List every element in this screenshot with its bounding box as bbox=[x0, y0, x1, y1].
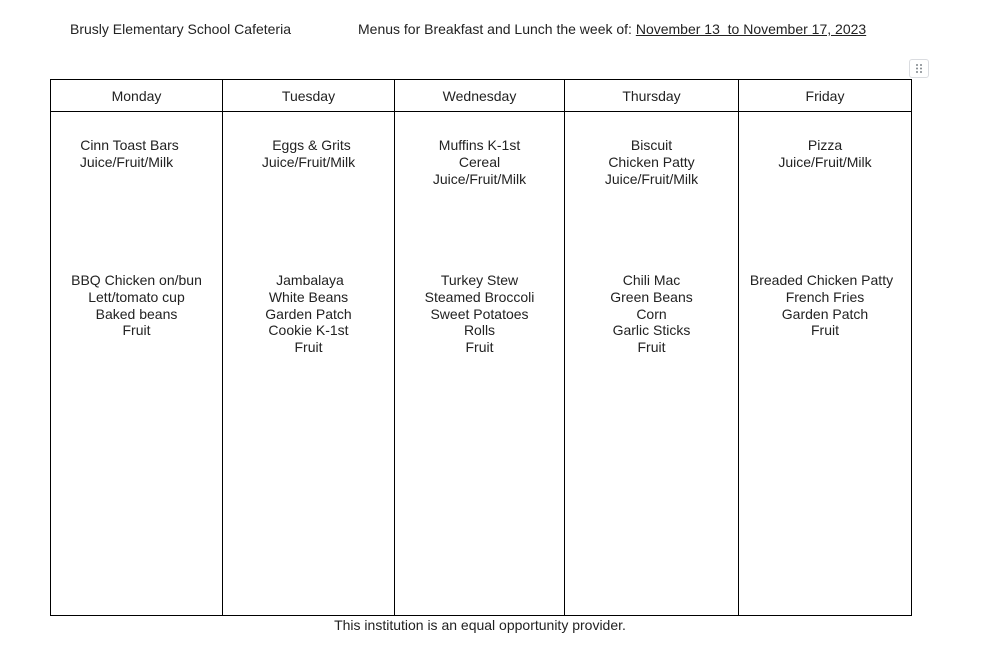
lunch-list bbox=[51, 272, 222, 339]
lunch-item: BBQ Chicken on/bun bbox=[71, 272, 202, 288]
lunch-item: Fruit bbox=[294, 339, 323, 356]
day-header-monday: Monday bbox=[51, 80, 223, 112]
breakfast-list bbox=[223, 137, 394, 171]
breakfast-item: Juice/Fruit/Milk bbox=[261, 153, 356, 170]
lunch-item: Steamed Broccoli bbox=[424, 288, 535, 305]
lunch-item: Rolls bbox=[463, 322, 496, 339]
breakfast-item: Juice/Fruit/Milk bbox=[432, 170, 527, 187]
lunch-item: Cookie K-1st bbox=[268, 322, 349, 339]
breakfast-item: Juice/Fruit/Milk bbox=[79, 153, 174, 170]
breakfast-list bbox=[565, 137, 738, 187]
breakfast-item: Juice/Fruit/Milk bbox=[604, 170, 699, 187]
lunch-item: Turkey Stew bbox=[440, 272, 519, 288]
menu-week-dates: November 13 to November 17, 2023 bbox=[635, 21, 867, 37]
day-header-thursday: Thursday bbox=[565, 80, 739, 112]
breakfast-list bbox=[395, 137, 564, 187]
menu-cell-monday bbox=[51, 112, 223, 616]
menu-cell-thursday bbox=[565, 112, 739, 616]
lunch-item: White Beans bbox=[268, 288, 349, 305]
lunch-item: Fruit bbox=[811, 322, 839, 339]
menu-cell-tuesday bbox=[223, 112, 395, 616]
menu-week-prefix: Menus for Breakfast and Lunch the week of: bbox=[358, 21, 636, 37]
breakfast-item: Chicken Patty bbox=[608, 153, 695, 170]
table-drag-handle[interactable] bbox=[909, 59, 929, 78]
lunch-list bbox=[739, 272, 911, 339]
breakfast-item: Cinn Toast Bars bbox=[80, 137, 179, 153]
lunch-item: Jambalaya bbox=[276, 272, 344, 288]
drag-handle-icon bbox=[915, 63, 923, 74]
lunch-list bbox=[223, 272, 394, 356]
lunch-item: Fruit bbox=[465, 339, 494, 356]
day-header-row bbox=[51, 80, 912, 112]
breakfast-item: Eggs & Grits bbox=[272, 137, 351, 153]
lunch-item: Green Beans bbox=[610, 288, 693, 305]
lunch-item: Lett/tomato cup bbox=[88, 288, 185, 305]
lunch-item: Baked beans bbox=[95, 305, 178, 322]
lunch-item: Corn bbox=[636, 305, 667, 322]
lunch-list bbox=[395, 272, 564, 356]
lunch-item: Garlic Sticks bbox=[612, 322, 691, 339]
lunch-item: Garden Patch bbox=[265, 305, 352, 322]
lunch-list bbox=[565, 272, 738, 356]
lunch-item: Sweet Potatoes bbox=[430, 305, 529, 322]
breakfast-item: Muffins K-1st bbox=[438, 137, 521, 153]
lunch-item: Fruit bbox=[122, 322, 151, 339]
breakfast-item: Pizza bbox=[807, 137, 843, 153]
day-header-tuesday: Tuesday bbox=[223, 80, 395, 112]
lunch-item: Breaded Chicken Patty bbox=[749, 272, 894, 288]
day-header-friday: Friday bbox=[739, 80, 912, 112]
menu-week-title bbox=[358, 21, 866, 37]
menu-row bbox=[51, 112, 912, 616]
school-name: Brusly Elementary School Cafeteria bbox=[70, 21, 291, 37]
menu-cell-friday bbox=[739, 112, 912, 616]
lunch-item: Chili Mac bbox=[622, 272, 681, 288]
breakfast-item: Biscuit bbox=[630, 137, 673, 153]
breakfast-item: Juice/Fruit/Milk bbox=[778, 153, 872, 170]
breakfast-list bbox=[51, 137, 222, 171]
weekly-menu-table bbox=[50, 79, 912, 616]
equal-opportunity-statement: This institution is an equal opportunity provider. bbox=[334, 617, 626, 633]
day-header-wednesday: Wednesday bbox=[395, 80, 565, 112]
menu-cell-wednesday bbox=[395, 112, 565, 616]
breakfast-list bbox=[739, 137, 911, 171]
lunch-item: French Fries bbox=[785, 288, 865, 305]
breakfast-item: Cereal bbox=[458, 153, 501, 170]
lunch-item: Garden Patch bbox=[781, 305, 869, 322]
page-header bbox=[70, 21, 867, 37]
lunch-item: Fruit bbox=[637, 339, 666, 356]
